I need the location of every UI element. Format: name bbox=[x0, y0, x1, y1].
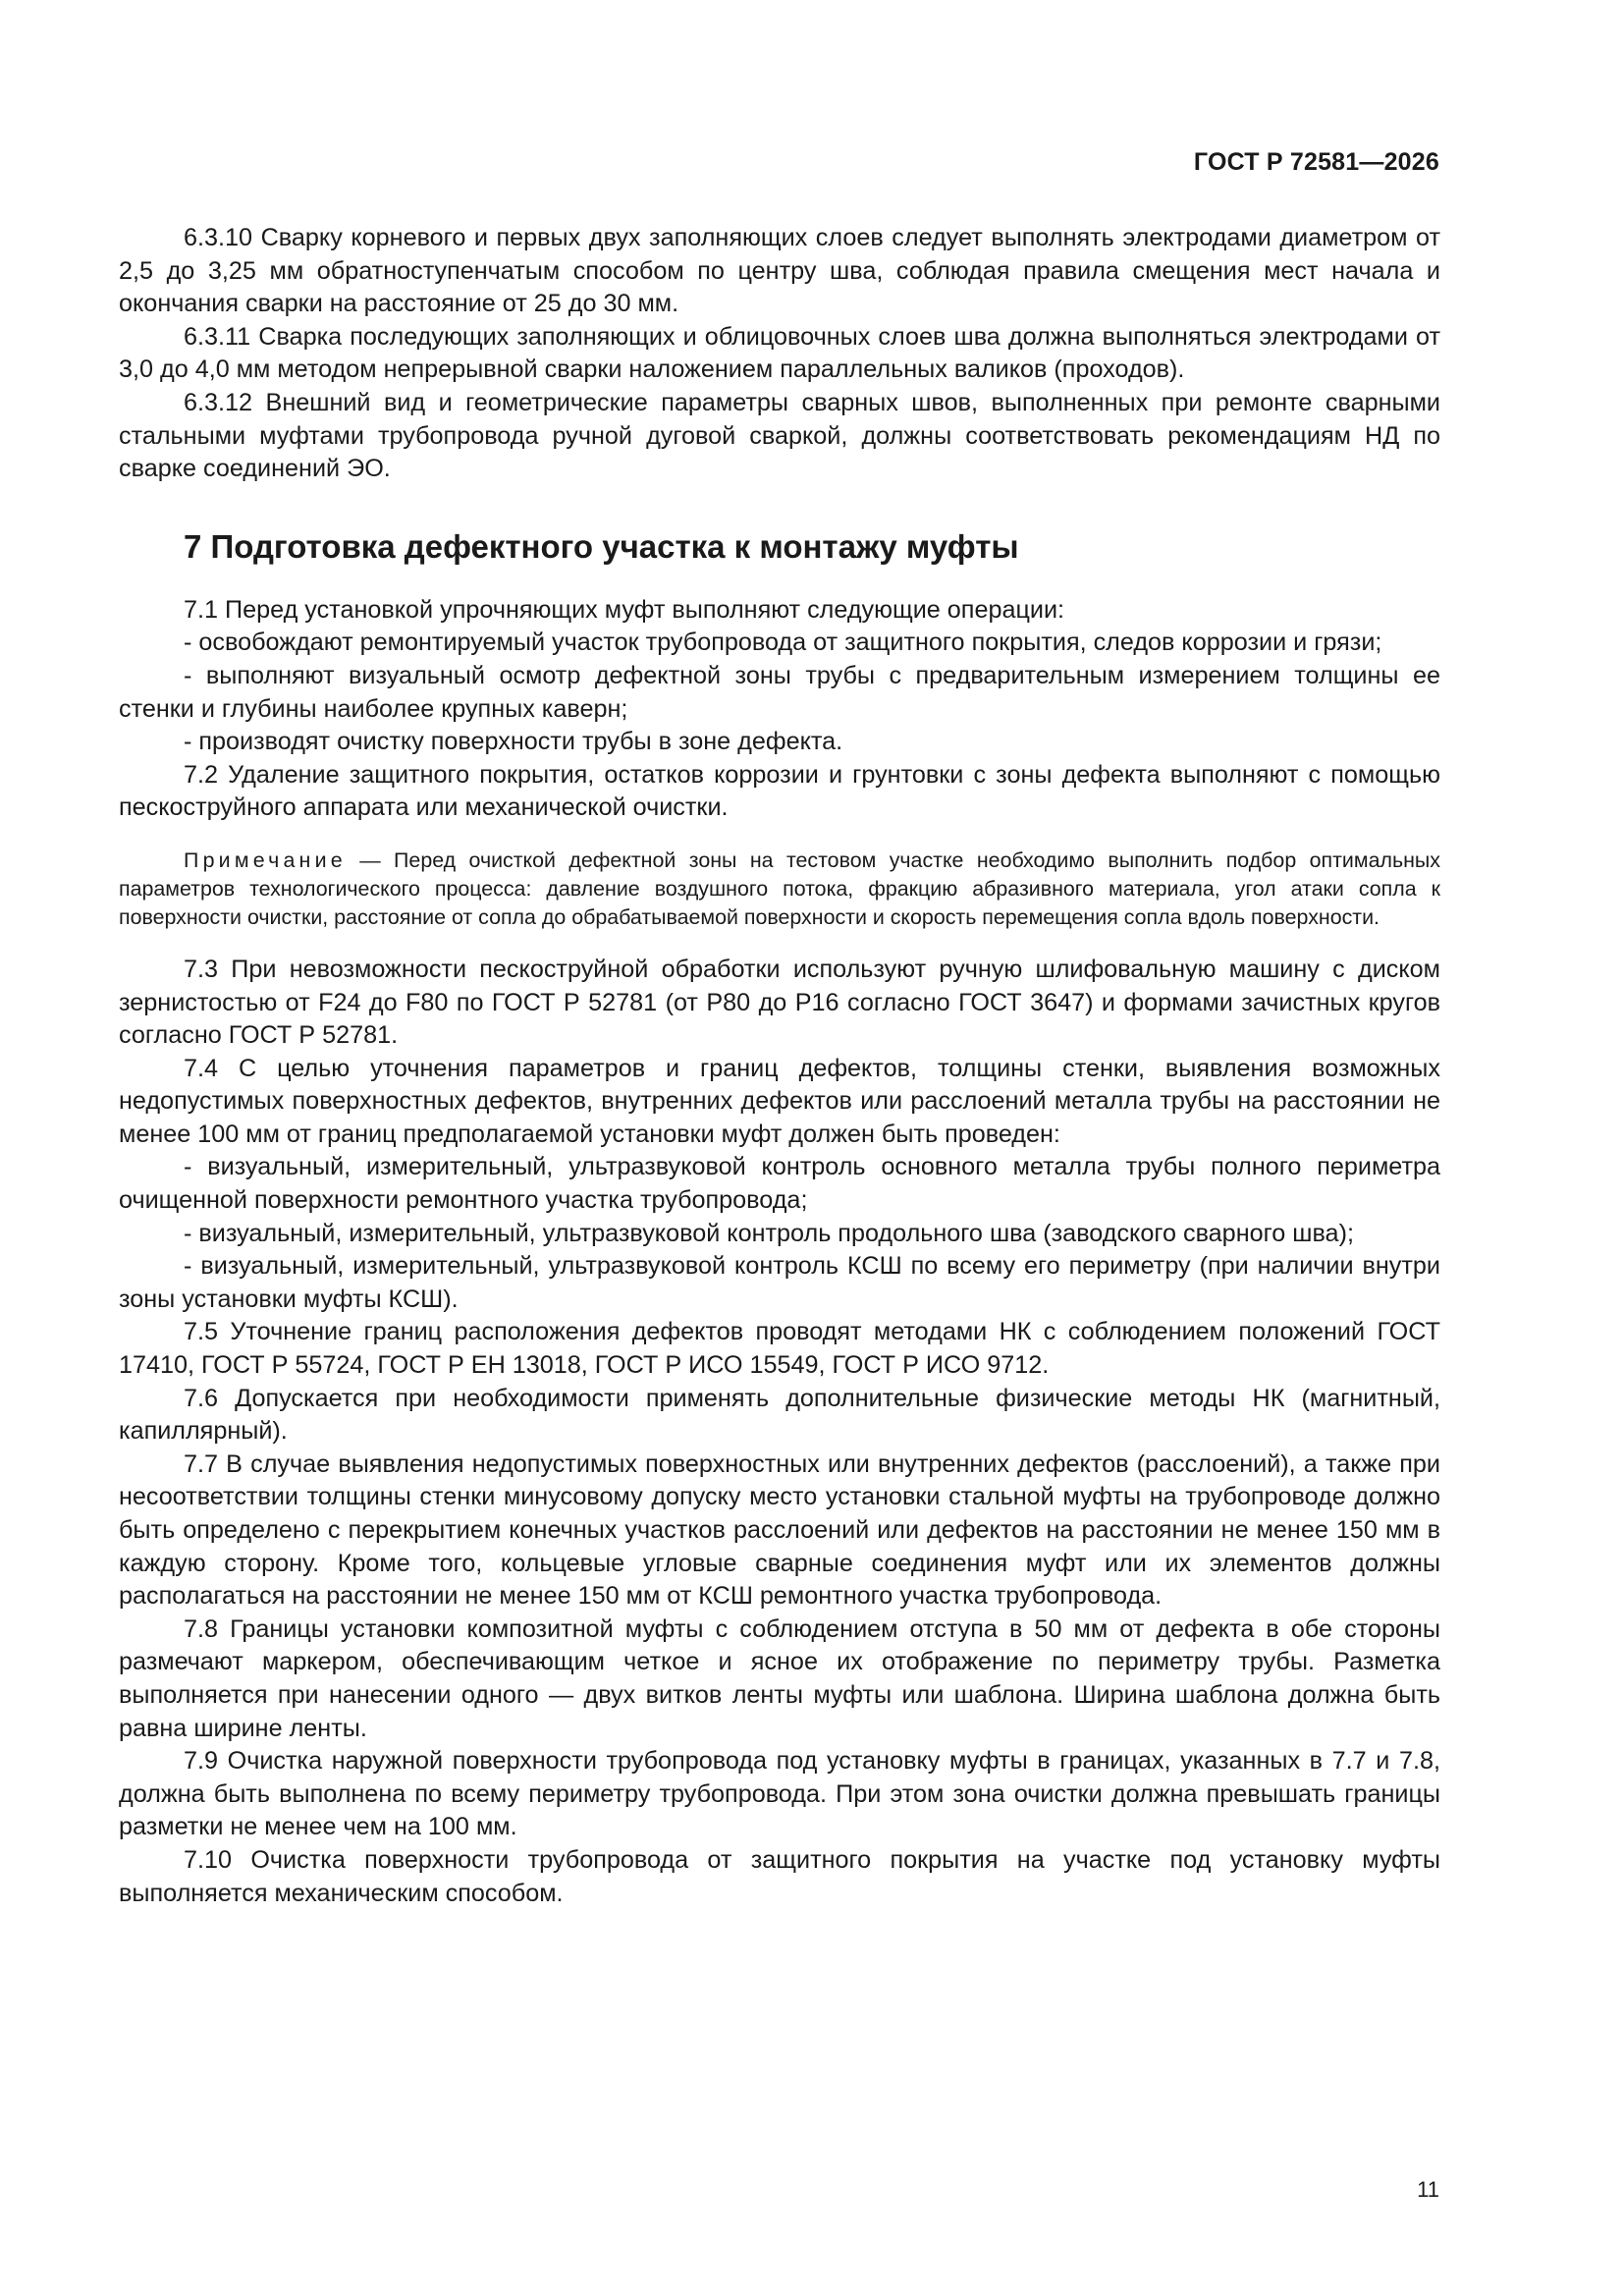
paragraph: 7.8 Границы установки композитной муфты с соблюдением отступа в 50 мм от дефекта в обе стороны размечают маркером, обеспечивающим четкое и ясное их отображение по периметру трубы. Разметка выполняется при нанесении одного — двух витков ленты муфты или шаблона. Ширина шаблона должна быть равна ширине ленты. bbox=[119, 1614, 1440, 1742]
list-item: - выполняют визуальный осмотр дефектной зоны трубы с предварительным измерением толщины ее стенки и глубины наиболее крупных каверн; bbox=[119, 661, 1440, 723]
paragraph: 7.5 Уточнение границ расположения дефектов проводят методами НК с соблюдением положений ГОСТ 17410, ГОСТ Р 55724, ГОСТ Р ЕН 13018, ГОСТ Р ИСО 15549, ГОСТ Р ИСО 9712. bbox=[119, 1318, 1440, 1380]
paragraph: 6.3.10 Сварку корневого и первых двух заполняющих слоев следует выполнять электродами диаметром от 2,5 до 3,25 мм обратноступенчатым способом по центру шва, соблюдая правила смещения мест начала и окончания сварки на расстояние от 25 до 30 мм. bbox=[119, 224, 1440, 318]
list-item: - освобождают ремонтируемый участок трубопровода от защитного покрытия, следов коррозии и грязи; bbox=[184, 629, 1382, 657]
note-text: — Перед очисткой дефектной зоны на тестовом участке необходимо выполнить подбор оптимальных параметров технологического процесса: давление воздушного потока, фракцию абразивного материала, угол атаки сопла к поверхности очистки, расстояние от сопла до обрабатываемой поверхности и скорость перемещения сопла вдоль поверхности. bbox=[119, 847, 1440, 929]
paragraph: 6.3.11 Сварка последующих заполняющих и облицовочных слоев шва должна выполняться электродами от 3,0 до 4,0 мм методом непрерывной сварки наложением параллельных валиков (проходов). bbox=[119, 322, 1440, 384]
document-body bbox=[119, 222, 1440, 1910]
paragraph: 7.4 С целью уточнения параметров и границ дефектов, толщины стенки, выявления возможных недопустимых поверхностных дефектов, внутренних дефектов или расслоений металла трубы на расстоянии не менее 100 мм от границ предполагаемой установки муфт должен быть проведен: bbox=[119, 1054, 1440, 1148]
section-heading: 7 Подготовка дефектного участка к монтажу муфты bbox=[184, 527, 1019, 565]
paragraph: 6.3.12 Внешний вид и геометрические параметры сварных швов, выполненных при ремонте сварными стальными муфтами трубопровода ручной дуговой сваркой, должны соответствовать рекомендациям НД по сварке соединений ЭО. bbox=[119, 388, 1440, 483]
note-paragraph bbox=[119, 847, 1440, 932]
paragraph: 7.3 При невозможности пескоструйной обработки используют ручную шлифовальную машину с диском зернистостью от F24 до F80 по ГОСТ Р 52781 (от Р80 до Р16 согласно ГОСТ 3647) и формами зачистных кругов согласно ГОСТ Р 52781. bbox=[119, 955, 1440, 1050]
paragraph: 7.6 Допускается при необходимости применять дополнительные физические методы НК (магнитный, капиллярный). bbox=[119, 1384, 1440, 1446]
paragraph: 7.7 В случае выявления недопустимых поверхностных или внутренних дефектов (расслоений), а также при несоответствии толщины стенки минусовому допуску место установки стальной муфты на трубопроводе должно быть определено с перекрытием конечных участков расслоений или дефектов на расстоянии не менее 150 мм в каждую сторону. Кроме того, кольцевые угловые сварные соединения муфт или их элементов должны располагаться на расстоянии не менее 150 мм от КСШ ремонтного участка трубопровода. bbox=[119, 1449, 1440, 1611]
paragraph: 7.10 Очистка поверхности трубопровода от защитного покрытия на участке под установку муфты выполняется механическим способом. bbox=[119, 1845, 1440, 1907]
page-number: 11 bbox=[1417, 2177, 1439, 2202]
list-item: - производят очистку поверхности трубы в зоне дефекта. bbox=[184, 728, 843, 756]
paragraph: 7.2 Удаление защитного покрытия, остатков коррозии и грунтовки с зоны дефекта выполняют с помощью пескоструйного аппарата или механической очистки. bbox=[119, 760, 1440, 822]
paragraph: 7.1 Перед установкой упрочняющих муфт выполняют следующие операции: bbox=[184, 595, 1065, 624]
list-item: - визуальный, измерительный, ультразвуковой контроль КСШ по всему его периметру (при наличии внутри зоны установки муфты КСШ). bbox=[119, 1252, 1440, 1313]
list-item: - визуальный, измерительный, ультразвуковой контроль продольного шва (заводского сварного шва); bbox=[184, 1219, 1354, 1247]
note-label: Примечание bbox=[184, 847, 347, 872]
document-header: ГОСТ Р 72581—2026 bbox=[1193, 148, 1439, 176]
list-item: - визуальный, измерительный, ультразвуковой контроль основного металла трубы полного периметра очищенной поверхности ремонтного участка трубопровода; bbox=[119, 1153, 1440, 1215]
paragraph: 7.9 Очистка наружной поверхности трубопровода под установку муфты в границах, указанных в 7.7 и 7.8, должна быть выполнена по всему периметру трубопровода. При этом зона очистки должна превышать границы разметки не менее чем на 100 мм. bbox=[119, 1747, 1440, 1841]
